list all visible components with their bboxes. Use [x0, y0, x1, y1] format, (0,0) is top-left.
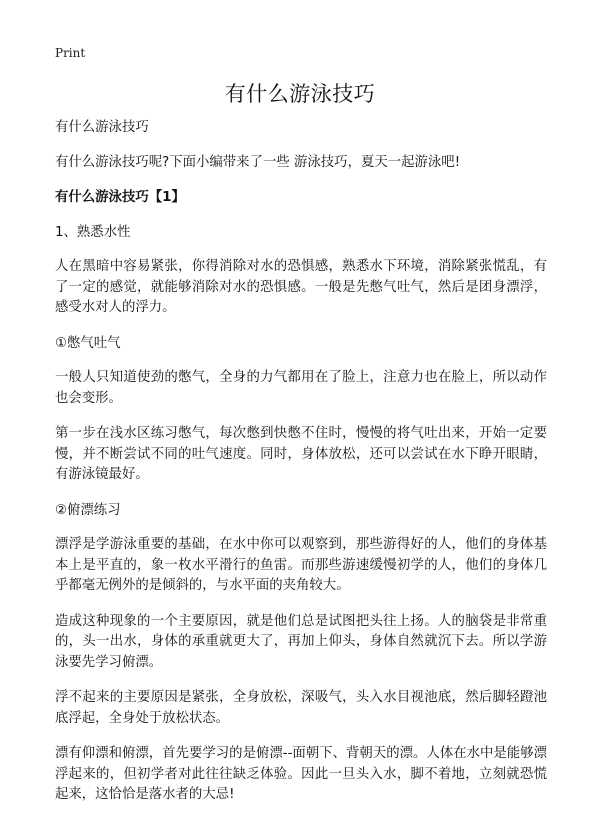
paragraph: 人在黑暗中容易紧张，你得消除对水的恐惧感，熟悉水下环境，消除紧张慌乱，有了一定的感觉，就能够消除对水的恐惧感。一般是先憋气吐气，然后是团身漂浮，感受水对人的浮力。: [55, 259, 547, 315]
paragraph: 漂浮是学游泳重要的基础，在水中你可以观察到，那些游得好的人，他们的身体基本上是平直的，象一枚水平滑行的鱼雷。而那些游速缓慢初学的人，他们的身体几乎都毫无例外的是倾斜的，与水平面的夹角较大。: [55, 537, 547, 593]
document-title: 有什么游泳技巧: [224, 82, 376, 106]
paragraph: 第一步在浅水区练习憋气，每次憋到快憋不住时，慢慢的将气吐出来，开始一定要慢，并不断尝试不同的吐气速度。同时，身体放松，还可以尝试在水下睁开眼睛，有游泳镜最好。: [55, 426, 547, 482]
subtitle: 有什么游泳技巧: [55, 120, 149, 135]
sub-item-heading: ①憋气吐气: [55, 335, 121, 351]
paragraph: 浮不起来的主要原因是紧张，全身放松，深吸气，头入水目视池底，然后脚轻蹬池底浮起，全身处于放松状态。: [55, 690, 547, 726]
document-body: [55, 118, 547, 821]
paragraph: 漂有仰漂和俯漂，首先要学习的是俯漂--面朝下、背朝天的漂。人体在水中是能够漂浮起来的，但初学者对此往往缺乏体验。因此一旦头入水，脚不着地，立刻就恐慌起来，这恰恰是落水者的大忌!: [55, 746, 547, 802]
print-label: Print: [55, 46, 86, 60]
section-heading: 有什么游泳技巧【1】: [55, 190, 185, 205]
paragraph: 一般人只知道使劲的憋气，全身的力气都用在了脸上，注意力也在脸上，所以动作也会变形。: [55, 370, 547, 406]
sub-item-heading: ②俯漂练习: [55, 502, 121, 518]
step-heading: 1、熟悉水性: [55, 224, 131, 240]
paragraph: 造成这种现象的一个主要原因，就是他们总是试图把头往上扬。人的脑袋是非常重的，头一出水，身体的承重就更大了，再加上仰头，身体自然就沉下去。所以学游泳要先学习俯漂。: [55, 613, 547, 670]
intro-paragraph: 有什么游泳技巧呢?下面小编带来了一些 游泳技巧，夏天一起游泳吧!: [55, 154, 461, 170]
